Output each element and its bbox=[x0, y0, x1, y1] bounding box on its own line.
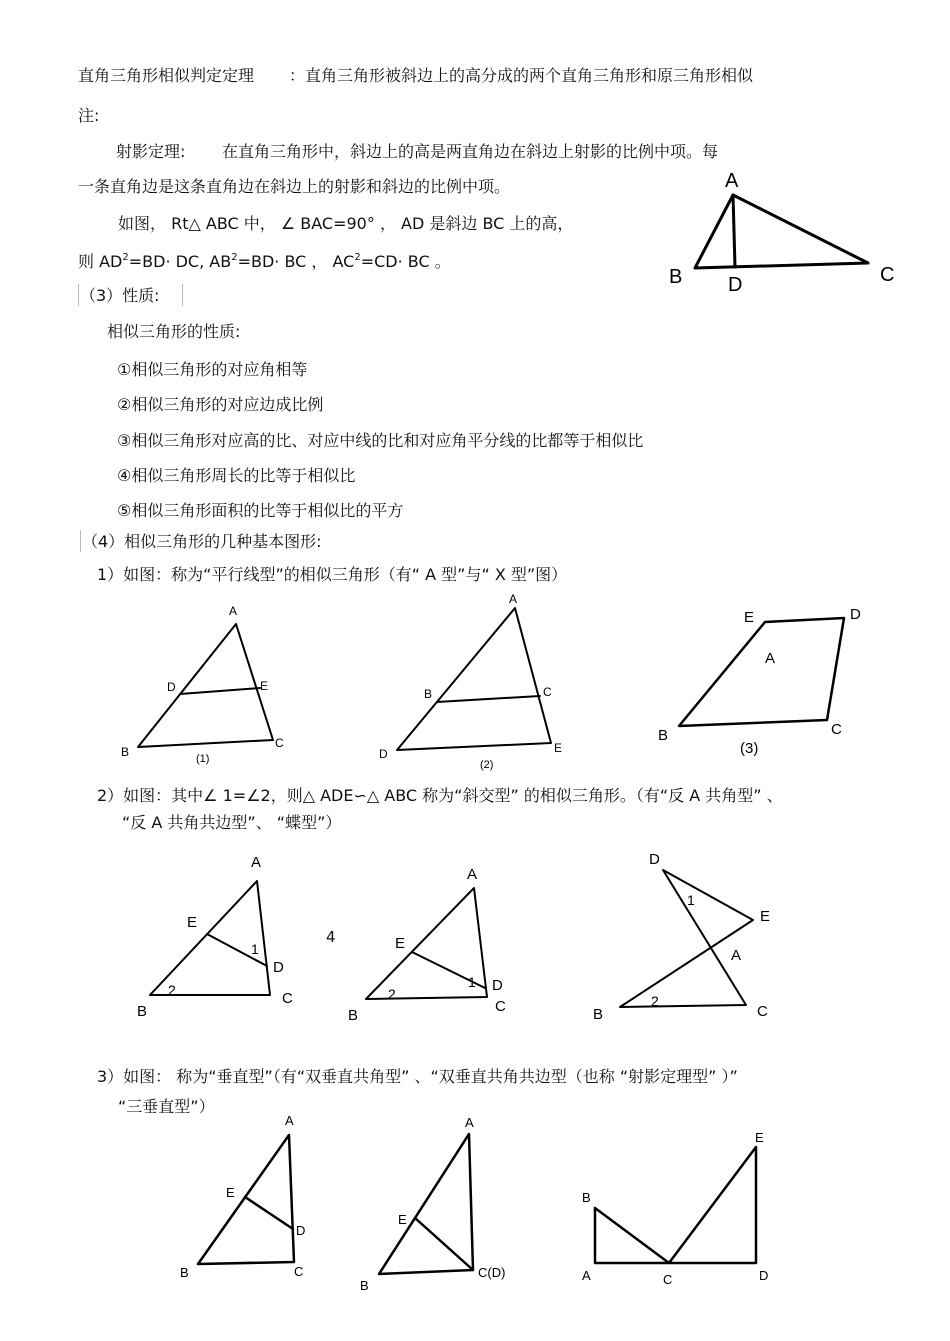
three-perpendicular-shape bbox=[595, 1147, 756, 1263]
label-a: A bbox=[465, 1115, 474, 1130]
type-3-text: 3）如图： 称为“垂直型”（有“双垂直共角型” 、“双垂直共角共边型（也称 “射影定理型” ）” bbox=[97, 1067, 738, 1086]
label-b: B bbox=[180, 1265, 189, 1280]
theorem-text: ：直角三角形被斜边上的高分成的两个直角三角形和原三角形相似 bbox=[289, 66, 754, 85]
property-1: ①相似三角形的对应角相等 bbox=[117, 360, 308, 379]
oblique-figure-2 bbox=[340, 860, 530, 1030]
label-a: A bbox=[229, 604, 238, 618]
note-label: 注: bbox=[78, 106, 100, 125]
altitude-ad bbox=[733, 195, 735, 267]
property-2: ②相似三角形的对应边成比例 bbox=[117, 395, 324, 414]
angle-1: 1 bbox=[468, 974, 476, 990]
label-c: C bbox=[275, 736, 284, 750]
line-ec bbox=[415, 1218, 473, 1270]
section-3-heading: （3）性质: bbox=[80, 286, 160, 305]
label-c: C bbox=[282, 990, 293, 1007]
triangle-ade bbox=[397, 608, 551, 750]
projection-theorem-text-2: 一条直角边是这条直角边在斜边上的射影和斜边的比例中项。 bbox=[78, 177, 511, 196]
caption-2: (2) bbox=[480, 759, 494, 771]
label-e: E bbox=[554, 741, 563, 755]
label-e: E bbox=[187, 914, 198, 931]
triangle-abc bbox=[150, 881, 270, 995]
label-b: B bbox=[121, 745, 130, 759]
label-e: E bbox=[760, 908, 771, 925]
oblique-figure-3 bbox=[580, 840, 800, 1025]
label-b: B bbox=[658, 727, 669, 744]
section-3-border-right bbox=[180, 284, 183, 306]
type-2-text-2: “反 A 共角共边型”、 “蝶型”） bbox=[122, 813, 342, 832]
triangle-abc bbox=[198, 1135, 294, 1264]
property-4: ④相似三角形周长的比等于相似比 bbox=[117, 466, 356, 485]
label-e: E bbox=[260, 679, 269, 693]
label-d: D bbox=[759, 1268, 769, 1283]
label-a: A bbox=[765, 650, 776, 667]
label-d: D bbox=[167, 680, 176, 694]
label-d: D bbox=[649, 851, 660, 868]
label-b: B bbox=[348, 1007, 359, 1024]
parallel-figure-2 bbox=[375, 590, 575, 775]
label-b: B bbox=[360, 1278, 369, 1293]
label-cd: C(D) bbox=[478, 1265, 506, 1280]
property-5: ⑤相似三角形面积的比等于相似比的平方 bbox=[117, 501, 404, 520]
label-b: B bbox=[582, 1190, 591, 1205]
section-4-border-left bbox=[80, 530, 81, 552]
label-a: A bbox=[582, 1268, 591, 1283]
label-d: D bbox=[273, 959, 284, 976]
type-2-text: 2）如图：其中∠ 1=∠2，则△ ADE∽△ ABC 称为“斜交型” 的相似三角形。（有“反 A 共角型” 、 bbox=[97, 786, 783, 805]
label-a: A bbox=[285, 1113, 294, 1128]
label-b: B bbox=[424, 687, 433, 701]
label-c: C bbox=[543, 685, 552, 699]
label-b: B bbox=[669, 266, 683, 288]
parallel-figure-3 bbox=[650, 600, 880, 765]
line-bc bbox=[437, 696, 540, 702]
perpendicular-figure-3 bbox=[575, 1120, 785, 1295]
example-formulas: 则 $AD^2=BD\cdot$ DC, $AB^2=BD\cdot$ BC ， $AC^2=CD\cdot$ BC 。 bbox=[78, 252, 451, 271]
angle-1: 1 bbox=[687, 892, 695, 908]
projection-theorem-text: 在直角三角形中，斜边上的高是两直角边在斜边上射影的比例中项。每 bbox=[222, 142, 719, 161]
property-3: ③相似三角形对应高的比、对应中线的比和对应角平分线的比都等于相似比 bbox=[117, 431, 644, 450]
properties-title: 相似三角形的性质: bbox=[107, 322, 241, 341]
label-d: D bbox=[296, 1223, 306, 1238]
x-shape bbox=[679, 618, 844, 726]
triangle-abc bbox=[695, 195, 868, 268]
label-b: B bbox=[137, 1003, 148, 1020]
parallel-figure-1 bbox=[110, 600, 310, 770]
label-d: D bbox=[850, 606, 861, 623]
label-c: C bbox=[663, 1272, 673, 1287]
triangle-abc bbox=[379, 1134, 473, 1274]
label-a: A bbox=[467, 866, 478, 883]
butterfly-shape bbox=[620, 870, 753, 1007]
label-a: A bbox=[251, 854, 262, 871]
label-d: D bbox=[492, 977, 503, 994]
angle-2: 2 bbox=[388, 986, 396, 1002]
oblique-figure-1 bbox=[130, 850, 320, 1025]
caption-1: (1) bbox=[196, 753, 210, 765]
triangle-abc bbox=[138, 624, 273, 747]
label-c: C bbox=[495, 998, 506, 1015]
right-triangle-figure bbox=[660, 165, 910, 300]
label-d: D bbox=[379, 747, 388, 761]
label-b: B bbox=[593, 1006, 604, 1023]
label-c: C bbox=[831, 721, 842, 738]
stray-number: 4 bbox=[326, 928, 336, 946]
label-e: E bbox=[744, 609, 755, 626]
projection-theorem-title: 射影定理: bbox=[116, 142, 186, 161]
line-ed bbox=[245, 1197, 293, 1229]
label-e: E bbox=[226, 1185, 235, 1200]
type-1-text: 1）如图：称为“平行线型”的相似三角形（有“ A 型”与“ X 型”图） bbox=[97, 565, 568, 584]
perpendicular-figure-1 bbox=[170, 1105, 330, 1285]
section-3-border-left bbox=[78, 284, 79, 306]
angle-2: 2 bbox=[168, 982, 176, 998]
label-c: C bbox=[757, 1003, 768, 1020]
label-a: A bbox=[731, 947, 742, 964]
label-c: C bbox=[880, 264, 895, 286]
label-e: E bbox=[755, 1130, 764, 1145]
section-4-heading: （4）相似三角形的几种基本图形: bbox=[82, 532, 322, 551]
label-a: A bbox=[725, 170, 739, 192]
angle-1: 1 bbox=[251, 941, 259, 957]
label-e: E bbox=[398, 1212, 407, 1227]
label-d: D bbox=[728, 274, 743, 296]
caption-3: (3) bbox=[740, 740, 759, 757]
type-3-text-2: “三垂直型”） bbox=[118, 1097, 215, 1116]
label-c: C bbox=[294, 1264, 304, 1279]
label-e: E bbox=[395, 935, 406, 952]
theorem-title: 直角三角形相似判定定理 bbox=[78, 66, 255, 85]
line-de bbox=[180, 688, 260, 694]
label-a: A bbox=[509, 592, 518, 606]
angle-2: 2 bbox=[651, 993, 659, 1009]
example-text: 如图， Rt△ ABC 中， ∠ BAC=90° ， AD 是斜边 BC 上的高， bbox=[118, 214, 574, 233]
perpendicular-figure-2 bbox=[355, 1110, 525, 1295]
